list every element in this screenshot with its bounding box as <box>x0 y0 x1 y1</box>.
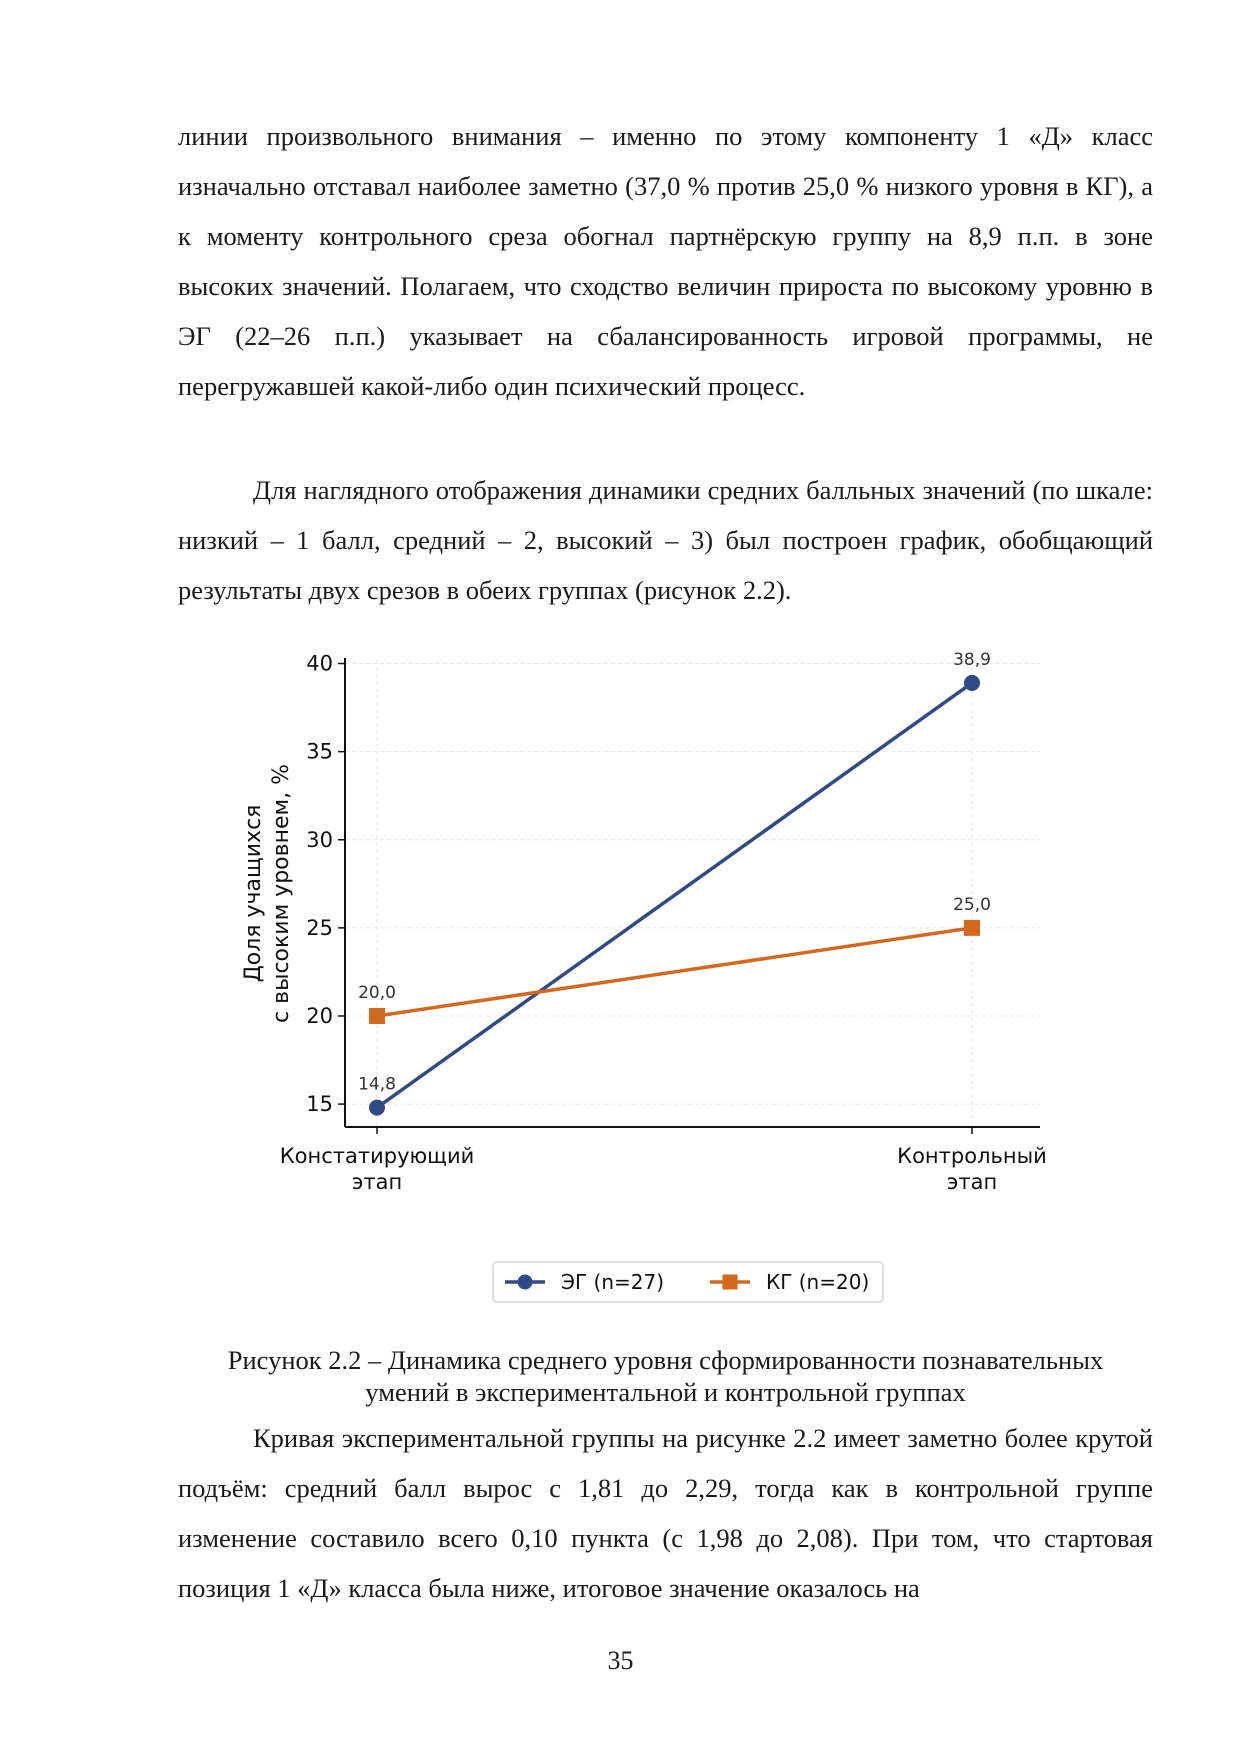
series-1 <box>358 895 991 1024</box>
figure-caption <box>178 1344 1153 1408</box>
paragraph-1: линии произвольного внимания – именно по этому компоненту 1 «Д» класс изначально отставал наиболее заметно (37,0 % против 25,0 % низкого уровня в КГ), а к моменту контрольного среза обогнал партнёрскую группу на 8,9 п.п. в зоне высоких значений. Полагаем, что сходство величин прироста по высокому уровню в ЭГ (22–26 п.п.) указывает на сбалансированность игровой программы, не перегружавшей какой-либо один психический процесс. <box>178 121 1153 401</box>
data-label: 25,0 <box>953 894 991 915</box>
legend-label: КГ (n=20) <box>766 1270 870 1294</box>
data-point <box>369 1008 385 1024</box>
x-tick-label: Констатирующий <box>279 1144 475 1168</box>
y-axis-label-line: с высоким уровнем, % <box>269 764 294 1023</box>
data-label: 38,9 <box>953 649 991 670</box>
paragraph-2 <box>178 465 1153 615</box>
y-tick-label: 20 <box>306 1003 333 1028</box>
chart-series <box>358 650 991 1116</box>
series-0 <box>358 650 991 1116</box>
y-axis-label <box>241 764 294 1023</box>
x-tick-label: этап <box>351 1170 403 1194</box>
y-ticks <box>306 652 345 1117</box>
data-label: 14,8 <box>358 1074 396 1095</box>
y-tick-label: 25 <box>306 915 333 940</box>
y-tick-label: 30 <box>306 827 333 852</box>
data-point <box>964 920 980 936</box>
y-tick-label: 40 <box>306 651 333 676</box>
data-point <box>964 675 980 691</box>
caption-line-1: Рисунок 2.2 – Динамика среднего уровня сформированности познавательных <box>227 1345 1104 1375</box>
data-point <box>369 1100 385 1116</box>
y-axis-label-line: Доля учащихся <box>241 804 266 983</box>
x-tick-label: Контрольный <box>897 1144 1047 1168</box>
legend-marker <box>723 1275 738 1290</box>
series-line <box>377 683 972 1108</box>
x-ticks <box>280 1127 1047 1194</box>
paragraph-3 <box>178 1413 1153 1613</box>
line-chart <box>230 640 1110 1330</box>
y-tick-label: 15 <box>306 1092 333 1117</box>
data-label: 20,0 <box>358 982 396 1003</box>
chart-legend <box>493 1262 883 1302</box>
paragraph-2-text: Для наглядного отображения динамики средних балльных значений (по шкале: низкий – 1 балл, средний – 2, высокий – 3) был построен график, обобщающий результаты двух срезов в обеих группах (рисунок 2.2). <box>178 475 1153 605</box>
legend-marker <box>518 1275 533 1290</box>
series-line <box>377 928 972 1016</box>
legend-label: ЭГ (n=27) <box>561 1270 665 1294</box>
paragraph-3-text: Кривая экспериментальной группы на рисунке 2.2 имеет заметно более крутой подъём: средний балл вырос с 1,81 до 2,29, тогда как в контрольной группе изменение составило всего 0,10 пункта (с 1,98 до 2,08). При том, что стартовая позиция 1 «Д» класса была ниже, итоговое значение оказалось на <box>178 1423 1153 1603</box>
y-tick-label: 35 <box>306 739 333 764</box>
caption-line-2: умений в экспериментальной и контрольной группах <box>365 1377 966 1407</box>
page-number: 35 <box>607 1646 634 1675</box>
x-tick-label: этап <box>946 1170 998 1194</box>
